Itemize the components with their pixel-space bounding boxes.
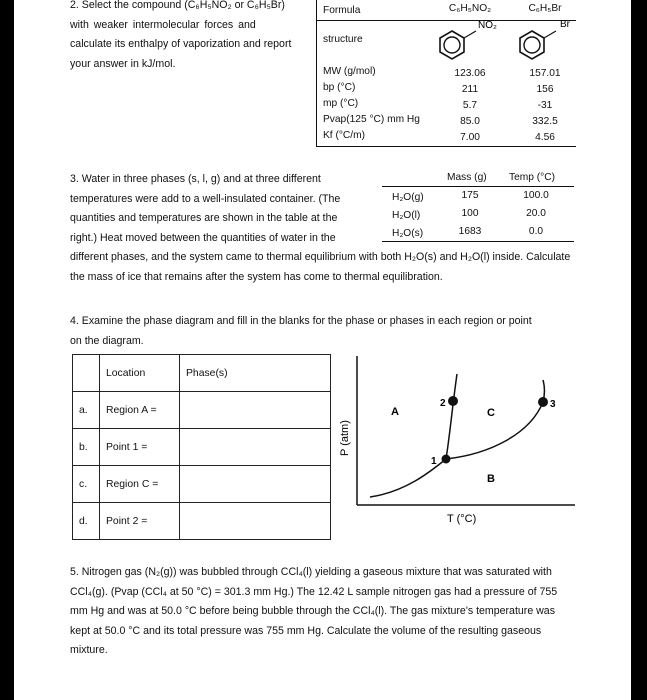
region-b-label: B — [487, 473, 495, 485]
q3-line: right.) Heat moved between the quantities of water in the — [70, 231, 336, 244]
row-label-kf: Kf (°C/m) — [323, 130, 365, 141]
point-2-label: 2 — [440, 398, 446, 409]
point-1-label: 1 — [431, 456, 437, 467]
nitrobenzene-structure — [430, 14, 510, 66]
q5-line: 5. Nitrogen gas (N₂(g)) was bubbled through CCl₄(l) yielding a gaseous mixture that was saturated with — [70, 566, 552, 578]
table-row — [73, 466, 331, 503]
water-row-label: H₂O(s) — [392, 228, 424, 239]
row-location: Point 2 = — [100, 503, 180, 540]
nitrobenzene-pvap: 85.0 — [460, 116, 480, 127]
water-temp: 0.0 — [528, 226, 544, 237]
phase-answer-cell[interactable] — [180, 392, 331, 429]
phase-answer-cell[interactable] — [180, 429, 331, 466]
nitrobenzene-bp: 211 — [461, 84, 479, 95]
q4-line: on the diagram. — [70, 334, 144, 347]
bromobenzene-mp: -31 — [537, 100, 553, 111]
q3-line: the mass of ice that remains after the system has come to thermal equilibration. — [70, 270, 443, 283]
region-c-label: C — [487, 407, 495, 419]
table-row — [73, 392, 331, 429]
row-location: Region C = — [100, 466, 180, 503]
q5-line: mm Hg and was at 50.0 °C before being bubble through the CCl₄(l). The gas mixture's temperature was — [70, 605, 555, 617]
nitrobenzene-values — [435, 66, 505, 146]
q2-text — [70, 0, 310, 74]
x-axis-label: T (°C) — [447, 513, 477, 525]
q5-line: CCl₄(g). (Pvap (CCl₄ at 50 °C) = 301.3 mm Hg.) The 12.42 L sample nitrogen gas had a pressure of 755 — [70, 585, 558, 598]
point-2-marker — [448, 396, 458, 406]
right-black-border — [631, 0, 647, 700]
q3-text-full — [70, 248, 590, 287]
phase-answer-cell[interactable] — [180, 466, 331, 503]
phase-answer-cell[interactable] — [180, 503, 331, 540]
nitrobenzene-mp: 5.7 — [462, 100, 478, 111]
bromobenzene-bp: 156 — [536, 84, 554, 95]
left-black-border — [0, 0, 14, 700]
bromo-substituent-label: Br — [560, 19, 570, 30]
water-mass: 100 — [461, 208, 479, 219]
water-temp-values — [512, 187, 560, 241]
water-header-mass: Mass (g) — [447, 172, 487, 183]
bromobenzene-values — [510, 66, 580, 146]
phase-diagram — [330, 354, 580, 544]
water-row-labels — [392, 189, 424, 243]
q3-line: temperatures were add to a well-insulated container. (The — [70, 192, 341, 205]
bromobenzene-structure — [510, 14, 590, 66]
phase-table — [72, 354, 331, 540]
q5-line: mixture. — [70, 644, 108, 656]
bromobenzene-kf: 4.56 — [535, 132, 555, 143]
row-label-formula: Formula — [323, 5, 361, 16]
water-mass: 175 — [461, 190, 479, 201]
water-mass-values — [446, 187, 494, 241]
q5-line: kept at 50.0 °C and its total pressure was 755 mm Hg. Calculate the volume of the resulting gaseous — [70, 624, 542, 637]
row-location: Region A = — [100, 392, 180, 429]
q4-text — [70, 312, 590, 351]
q2-line: calculate its enthalpy of vaporization and report — [70, 38, 292, 50]
phase-table-header — [73, 355, 331, 392]
row-label-mp: mp (°C) — [323, 98, 359, 109]
water-header-temp: Temp (°C) — [509, 172, 555, 183]
header-location: Location — [100, 355, 180, 392]
row-label-structure: structure — [323, 34, 363, 45]
row-label-mw: MW (g/mol) — [323, 66, 376, 77]
water-temp: 100.0 — [523, 190, 549, 201]
nitrobenzene-kf: 7.00 — [460, 132, 480, 143]
row-label-pvap: Pvap(125 °C) mm Hg — [323, 114, 420, 125]
table-row — [73, 503, 331, 540]
water-row-label: H₂O(l) — [392, 210, 421, 221]
q2-line: with weaker intermolecular forces and — [70, 18, 256, 31]
row-letter: d. — [73, 503, 100, 540]
q3-line: 3. Water in three phases (s, l, g) and at three different — [70, 173, 321, 185]
vaporization-curve — [446, 380, 545, 459]
table-row — [73, 429, 331, 466]
row-label-bp: bp (°C) — [323, 82, 356, 93]
row-letter: b. — [73, 429, 100, 466]
point-1-marker — [442, 455, 451, 464]
y-axis-label: P (atm) — [339, 420, 351, 456]
bromobenzene-pvap: 332.5 — [532, 116, 558, 127]
row-letter: c. — [73, 466, 100, 503]
formula-nitrobenzene: C₆H₅NO₂ — [448, 3, 492, 14]
q2-line: 2. Select the compound (C₆H₅NO₂ or C₆H₅Br) — [70, 0, 285, 11]
row-location: Point 1 = — [100, 429, 180, 466]
nitrobenzene-mw: 123.06 — [454, 68, 486, 79]
q3-line: quantities and temperatures are shown in the table at the — [70, 212, 338, 224]
header-phases: Phase(s) — [180, 355, 331, 392]
water-temp: 20.0 — [526, 208, 546, 219]
melting-curve — [446, 374, 457, 459]
water-row-label: H₂O(g) — [392, 192, 424, 203]
nitro-substituent-label: NO₂ — [478, 20, 497, 31]
compound-table-bottom-rule — [316, 146, 576, 147]
row-letter: a. — [73, 392, 100, 429]
q2-line: your answer in kJ/mol. — [70, 57, 176, 70]
q3-text-left — [70, 170, 370, 248]
q4-line: 4. Examine the phase diagram and fill in the blanks for the phase or phases in each region or point — [70, 315, 532, 327]
water-mass: 1683 — [458, 226, 482, 237]
region-a-label: A — [391, 406, 399, 418]
formula-bromobenzene: C₆H₅Br — [528, 3, 562, 14]
point-3-label: 3 — [550, 399, 556, 410]
compound-table-left-border — [316, 0, 317, 146]
q3-line: different phases, and the system came to thermal equilibrium with both H₂O(s) and H₂O(l) inside. Calculate — [70, 251, 571, 263]
point-3-marker — [538, 397, 548, 407]
bromobenzene-mw: 157.01 — [529, 68, 561, 79]
q5-text — [70, 563, 590, 661]
